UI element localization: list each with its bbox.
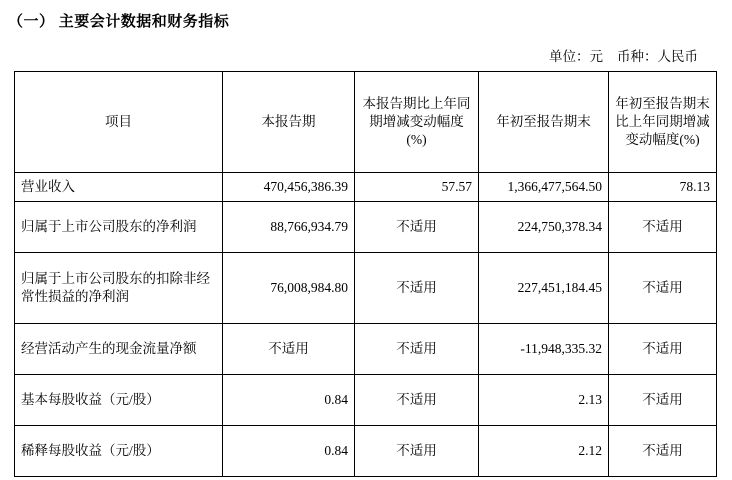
table-row bbox=[15, 324, 717, 375]
cell-current-period: 470,456,386.39 bbox=[223, 173, 355, 202]
section-title: （一） 主要会计数据和财务指标 bbox=[8, 14, 230, 30]
cell-ytd-change: 不适用 bbox=[609, 324, 717, 375]
document-page bbox=[0, 10, 732, 480]
unit-label: 单位：元 bbox=[549, 49, 603, 64]
column-header-ytd: 年初至报告期末 bbox=[479, 72, 609, 173]
table-row bbox=[15, 173, 717, 202]
row-label: 基本每股收益（元/股） bbox=[15, 375, 223, 426]
row-label: 经营活动产生的现金流量净额 bbox=[15, 324, 223, 375]
column-header-ytd-change: 年初至报告期末比上年同期增减变动幅度(%) bbox=[609, 72, 717, 173]
cell-current-period: 0.84 bbox=[223, 426, 355, 477]
cell-ytd: 1,366,477,564.50 bbox=[479, 173, 609, 202]
unit-currency-line bbox=[0, 45, 698, 65]
financial-summary-table bbox=[14, 71, 717, 477]
cell-current-change: 57.57 bbox=[355, 173, 479, 202]
column-header-item: 项目 bbox=[15, 72, 223, 173]
cell-ytd: 224,750,378.34 bbox=[479, 202, 609, 253]
row-label: 稀释每股收益（元/股） bbox=[15, 426, 223, 477]
row-label: 营业收入 bbox=[15, 173, 223, 202]
cell-current-change: 不适用 bbox=[355, 202, 479, 253]
table-row bbox=[15, 426, 717, 477]
cell-current-period: 88,766,934.79 bbox=[223, 202, 355, 253]
column-header-current-change: 本报告期比上年同期增减变动幅度(%) bbox=[355, 72, 479, 173]
row-label: 归属于上市公司股东的净利润 bbox=[15, 202, 223, 253]
cell-ytd: 2.12 bbox=[479, 426, 609, 477]
cell-ytd-change: 不适用 bbox=[609, 253, 717, 324]
cell-ytd-change: 不适用 bbox=[609, 202, 717, 253]
cell-ytd: -11,948,335.32 bbox=[479, 324, 609, 375]
cell-ytd: 2.13 bbox=[479, 375, 609, 426]
currency-label: 币种：人民币 bbox=[617, 49, 698, 64]
cell-ytd: 227,451,184.45 bbox=[479, 253, 609, 324]
table-row bbox=[15, 375, 717, 426]
table-row bbox=[15, 253, 717, 324]
cell-current-period: 76,008,984.80 bbox=[223, 253, 355, 324]
cell-ytd-change: 78.13 bbox=[609, 173, 717, 202]
cell-current-change: 不适用 bbox=[355, 426, 479, 477]
cell-current-change: 不适用 bbox=[355, 375, 479, 426]
cell-ytd-change: 不适用 bbox=[609, 426, 717, 477]
row-label: 归属于上市公司股东的扣除非经常性损益的净利润 bbox=[15, 253, 223, 324]
cell-current-change: 不适用 bbox=[355, 324, 479, 375]
cell-current-period: 不适用 bbox=[223, 324, 355, 375]
cell-current-period: 0.84 bbox=[223, 375, 355, 426]
cell-current-change: 不适用 bbox=[355, 253, 479, 324]
table-header-row bbox=[15, 72, 717, 173]
table-row bbox=[15, 202, 717, 253]
cell-ytd-change: 不适用 bbox=[609, 375, 717, 426]
column-header-current-period: 本报告期 bbox=[223, 72, 355, 173]
